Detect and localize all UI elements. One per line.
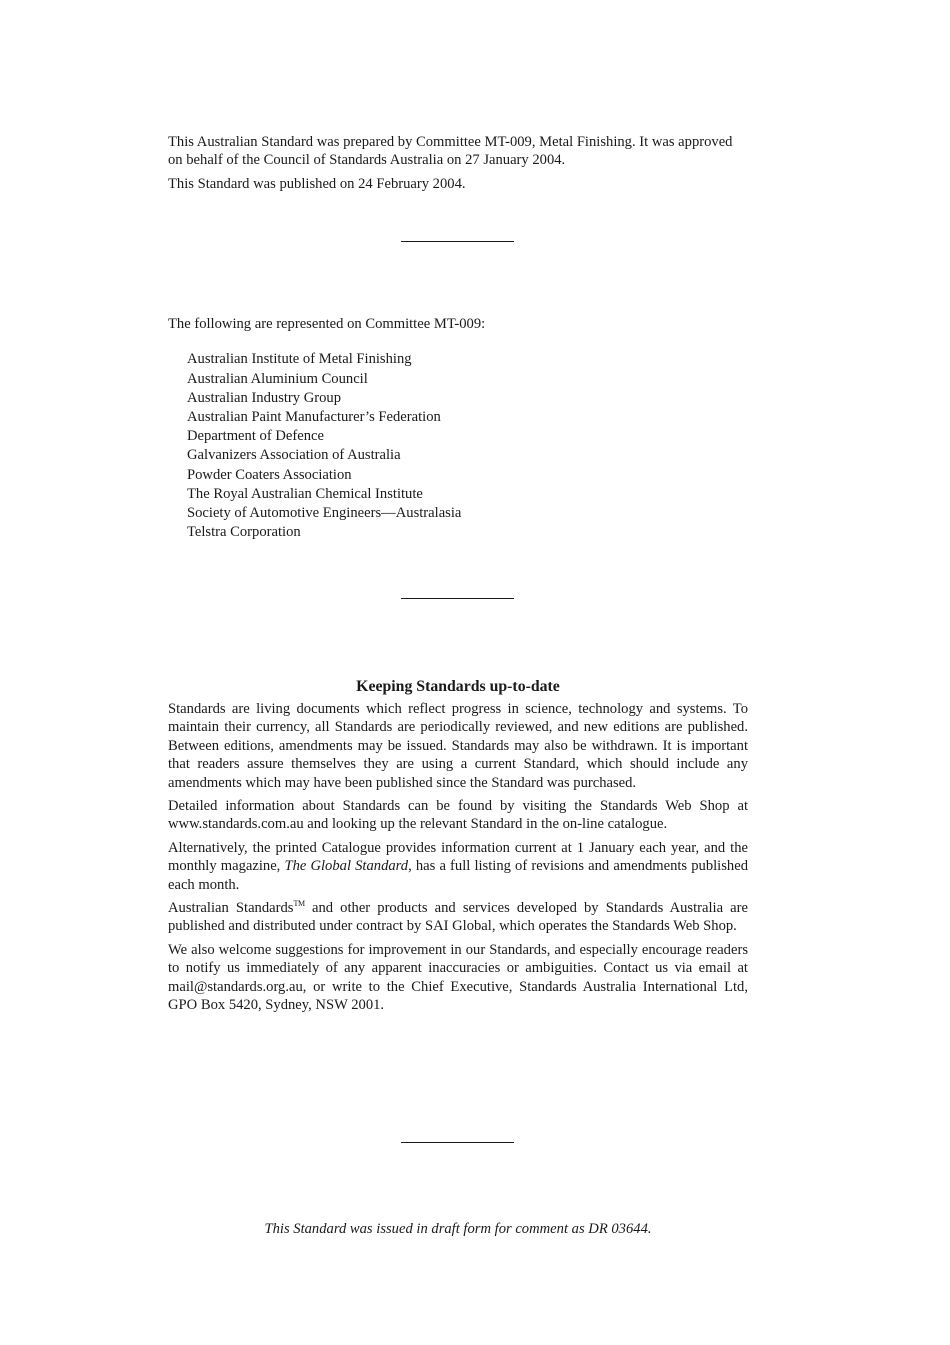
committee-member: Society of Automotive Engineers—Australasia	[187, 505, 462, 522]
section-divider-1	[401, 241, 514, 242]
paragraph-text: Alternatively, the printed Catalogue provides information current at 1 January each year, and the monthly magazine,	[168, 839, 748, 875]
committee-member: Powder Coaters Association	[187, 466, 352, 483]
uptodate-heading: Keeping Standards up-to-date	[356, 678, 560, 695]
paragraph-text: and other products and services developed by Standards Australia are published and distributed under contract by SAI Global, which operates the Standards Web Shop.	[168, 900, 749, 935]
uptodate-paragraph-5: We also welcome suggestions for improvement in our Standards, and especially encourage readers to notify us immediately of any apparent inaccuracies or ambiguities. Contact us via email at mail@standards.org.au, or write to the Chief Executive, Standards Australia International Ltd, GPO Box 5420, Sydney, NSW 2001.	[168, 941, 748, 1014]
committee-member: Telstra Corporation	[187, 524, 301, 541]
committee-member: Department of Defence	[187, 428, 324, 445]
committee-member: Galvanizers Association of Australia	[187, 447, 401, 464]
committee-member: Australian Institute of Metal Finishing	[187, 351, 412, 368]
uptodate-section	[168, 700, 748, 1020]
committee-member: Australian Industry Group	[187, 389, 342, 406]
committee-intro: The following are represented on Committee MT-009:	[168, 316, 486, 332]
trademark-mark: TM	[293, 899, 305, 909]
paragraph-text: , has a full listing of revisions and amendments published each month.	[168, 858, 748, 893]
committee-member: The Royal Australian Chemical Institute	[187, 485, 423, 502]
committee-member: Australian Paint Manufacturer’s Federation	[187, 409, 441, 426]
uptodate-paragraph-1: Standards are living documents which reflect progress in science, technology and systems. To maintain their currency, all Standards are periodically reviewed, and new editions are published. Between editions, amendments may be issued. Standards may also be withdrawn. It is important that readers assure themselves they are using a current Standard, which should include any amendments which may have been published since the Standard was purchased.	[168, 701, 748, 791]
uptodate-paragraph-4	[168, 899, 748, 936]
preparation-text: This Australian Standard was prepared by Committee MT-009, Metal Finishing. It was approved on behalf of the Council of Standards Australia on 27 January 2004.	[168, 134, 733, 169]
committee-member-list	[168, 350, 748, 542]
publication-date-text: This Standard was published on 24 February 2004.	[168, 175, 466, 192]
paragraph-text: Australian Standards	[168, 900, 294, 917]
committee-member: Australian Aluminium Council	[187, 370, 368, 387]
preparation-statement	[168, 133, 748, 198]
committee-section	[168, 315, 748, 542]
draft-note: This Standard was issued in draft form for comment as DR 03644.	[264, 1221, 652, 1237]
section-divider-2	[401, 598, 514, 599]
magazine-title: The Global Standard	[284, 858, 409, 875]
uptodate-paragraph-2: Detailed information about Standards can be found by visiting the Standards Web Shop at www.standards.com.au and looking up the relevant Standard in the on-line catalogue.	[168, 798, 748, 833]
section-divider-3	[401, 1142, 514, 1143]
uptodate-paragraph-3	[168, 839, 748, 894]
